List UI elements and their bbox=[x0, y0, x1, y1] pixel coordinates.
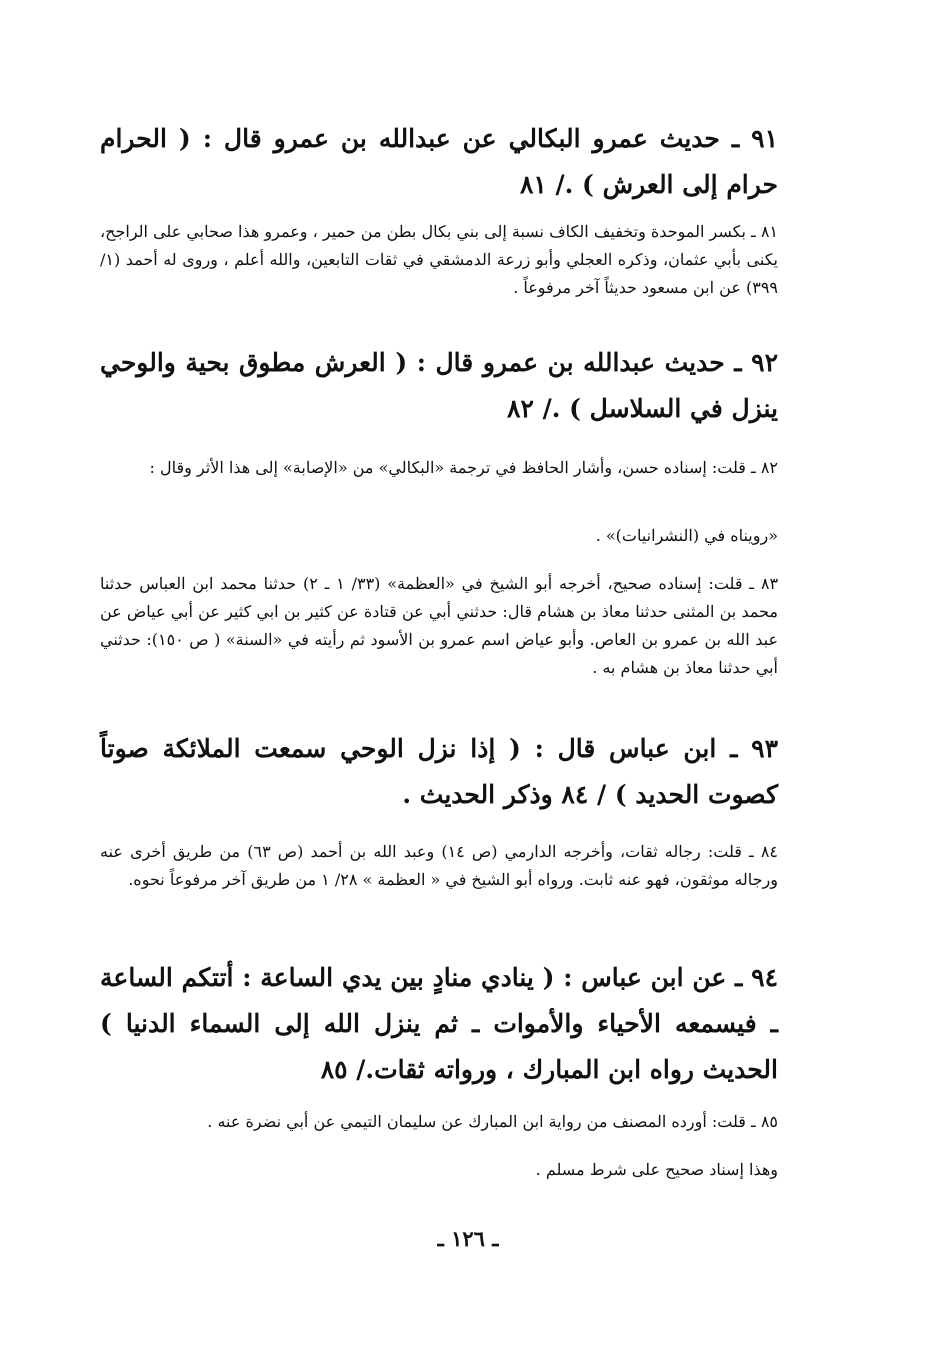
footnote-82: ٨٢ ـ قلت: إسناده حسن، وأشار الحافظ في ترجمة «البكالي» من «الإصابة» إلى هذا الأثر وقال : bbox=[149, 458, 778, 477]
footnote-83: ٨٣ ـ قلت: إسناده صحيح، أخرجه أبو الشيخ في «العظمة» (٣٣/ ١ ـ ٢) حدثنا محمد ابن العباس حدثنا محمد بن المثنى حدثنا معاذ بن هشام قال: حدثني أبي عن قتادة عن كثير بن ابي كثير عن أبي عياض عن عبد الله بن عمرو بن العاص. وأبو عياض اسم عمرو بن الأسود ثم رأيته في «السنة» ( ص ١٥٠): حدثني أبي حدثنا معاذ بن هشام به . bbox=[100, 574, 779, 677]
hadith-92: ٩٢ ـ حديث عبدالله بن عمرو قال : ( العرش مطوق بحية والوحي ينزل في السلاسل ) ./ ٨٢ bbox=[100, 348, 778, 423]
footnote-81: ٨١ ـ بكسر الموحدة وتخفيف الكاف نسبة إلى بني بكال بطن من حمير ، وعمرو هذا صحابي على الراجح، يكنى بأبي عثمان، وذكره العجلي وأبو زرعة الدمشقي في ثقات التابعين، والله أعلم ، وروى له أحمد (١/ ٣٩٩) عن ابن مسعود حديثاً آخر مرفوعاً . bbox=[100, 222, 778, 297]
page-number: ـ ١٢٦ ـ bbox=[437, 1226, 499, 1251]
footnote-85: ٨٥ ـ قلت: أورده المصنف من رواية ابن المبارك عن سليمان التيمي عن أبي نضرة عنه . bbox=[207, 1112, 778, 1131]
hadith-93: ٩٣ ـ ابن عباس قال : ( إذا نزل الوحي سمعت الملائكة صوتاً كصوت الحديد ) / ٨٤ وذكر الحديث . bbox=[100, 734, 778, 809]
hadith-91: ٩١ ـ حديث عمرو البكالي عن عبدالله بن عمرو قال : ( الحرام حرام إلى العرش ) ./ ٨١ bbox=[100, 124, 778, 199]
footnote-85-continuation: وهذا إسناد صحيح على شرط مسلم . bbox=[535, 1160, 778, 1179]
footnote-82-quote: «رويناه في (النشرانيات)» . bbox=[595, 526, 778, 545]
footnote-84: ٨٤ ـ قلت: رجاله ثقات، وأخرجه الدارمي (ص ١٤) وعبد الله بن أحمد (ص ٦٣) من طريق أخرى عنه ورجاله موثقون، فهو عنه ثابت. ورواه أبو الشيخ في « العظمة » ٢٨/ ١ من طريق آخر مرفوعاً نحوه. bbox=[100, 842, 779, 889]
hadith-94: ٩٤ ـ عن ابن عباس : ( ينادي منادٍ بين يدي الساعة : أتتكم الساعة ـ فيسمعه الأحياء والأموات ـ ثم ينزل الله إلى السماء الدنيا ) الحديث رواه ابن المبارك ، ورواته ثقات./ ٨٥ bbox=[100, 963, 778, 1084]
